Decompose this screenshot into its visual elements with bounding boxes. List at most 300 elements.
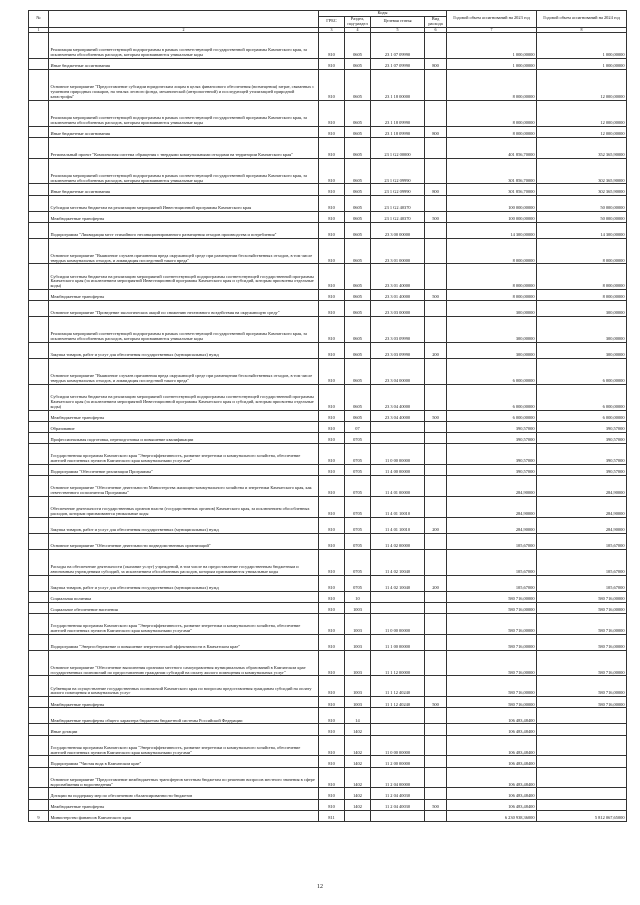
target-code: 11 1 12 00000 [371,650,425,676]
section-code: 0605 [345,158,371,184]
row-number [29,33,49,59]
amount-2023: 390,57000 [447,444,537,465]
row-number [29,549,49,575]
amount-2023: 301 856,70000 [447,158,537,184]
amount-2023: 300,00000 [447,301,537,317]
amount-2023: 390,57000 [447,464,537,475]
amount-2023: 580 716,00000 [447,634,537,650]
row-number [29,476,49,497]
table-row [29,634,627,650]
amount-2024: 1 000,00000 [537,59,627,70]
amount-2024: 105,67000 [537,533,627,549]
expense-kind-code [425,238,447,264]
row-number [29,384,49,410]
expense-name: Межбюджетные трансферты общего характера бюджетам бюджетной системы Российской Федерации [49,708,319,724]
amount-2024 [537,767,627,788]
row-number [29,264,49,290]
row-number [29,767,49,788]
col-num: 8 [537,27,627,33]
section-code: 0605 [345,126,371,137]
amount-2023: 580 716,00000 [447,676,537,697]
section-code: 0605 [345,70,371,101]
grbs-code: 810 [319,708,345,724]
table-row [29,724,627,735]
section-code: 1003 [345,613,371,634]
expense-name: Основное мероприятие "Обеспечение деятельности подведомственных организаций" [49,533,319,549]
grbs-code: 810 [319,799,345,810]
target-code: 23 1 18 00000 [371,70,425,101]
grbs-code: 810 [319,59,345,70]
amount-2023: 580 716,00000 [447,613,537,634]
expense-name: Государственная программа Камчатского края "Энергоэффективность, развитие энергетики и коммунального хозяйства, обеспечение жителей населенных пунктов Камчатского края коммунальными услугами" [49,735,319,756]
grbs-code: 810 [319,184,345,195]
amount-2024: 390,57000 [537,432,627,443]
row-number [29,184,49,195]
expense-kind-code [425,756,447,767]
row-number [29,222,49,238]
amount-2023: 284,90000 [447,496,537,517]
amount-2024: 14 300,00000 [537,222,627,238]
row-number [29,100,49,126]
expense-name: Реализация мероприятий соответствующей подпрограммы в рамках соответствующей государственной программы Камчатского края, за исключением обособленных расходов, которым присваиваются уникальные коды [49,317,319,343]
amount-2023: 106 483,48400 [447,767,537,788]
target-code [371,432,425,443]
grbs-code: 810 [319,301,345,317]
table-row [29,549,627,575]
section-code: 1402 [345,788,371,799]
amount-2024: 580 716,00000 [537,613,627,634]
section-code: 0605 [345,290,371,301]
expense-name: Министерство финансов Камчатского края [49,810,319,821]
header-no: № [29,11,49,28]
amount-2023: 8 000,00000 [447,126,537,137]
amount-2024: 302 365,90000 [537,158,627,184]
expense-kind-code [425,676,447,697]
target-code [371,724,425,735]
table-row [29,410,627,421]
budget-table [28,10,627,822]
expense-name: Основное мероприятие "Выявление случаев причинения вреда окружающей среде при размещении бесхозяйственных отходов, в том числе твердых коммунальных отходов, и ликвидация последствий такого вреда" [49,359,319,385]
amount-2023: 8 000,00000 [447,238,537,264]
amount-2023: 580 716,00000 [447,602,537,613]
row-number [29,359,49,385]
header-kind: Вид расхода [425,16,447,27]
expense-kind-code [425,496,447,517]
expense-name: Государственная программа Камчатского края "Энергоэффективность, развитие энергетики и коммунального хозяйства, обеспечение жителей населенных пунктов Камчатского края коммунальными услугами" [49,444,319,465]
row-number [29,137,49,158]
row-number [29,70,49,101]
section-code: 0705 [345,575,371,591]
target-code: 23 1 18 09990 [371,126,425,137]
expense-name: Основное мероприятие "Обеспечение выполнения органами местного самоуправления муниципальных образований в Камчатском крае государственных полномочий по предоставлению гражданам субсидий на оплату жилого помещения и коммунальных услуг" [49,650,319,676]
amount-2023: 580 716,00000 [447,591,537,602]
expense-kind-code [425,533,447,549]
amount-2024: 580 716,00000 [537,602,627,613]
expense-kind-code [425,33,447,59]
amount-2023: 105,67000 [447,549,537,575]
target-code: 11 4 02 00000 [371,533,425,549]
row-number [29,464,49,475]
expense-kind-code [425,767,447,788]
expense-kind-code [425,421,447,432]
target-code: 23 3 04 40000 [371,384,425,410]
table-row [29,184,627,195]
table-row [29,290,627,301]
amount-2024: 5 812 067,65000 [537,810,627,821]
table-row [29,359,627,385]
grbs-code: 810 [319,33,345,59]
grbs-code: 810 [319,476,345,497]
table-row [29,317,627,343]
expense-name: Субсидии местным бюджетам на реализацию мероприятий соответствующей подпрограммы соответствующей государственной программы Камчатского края (за исключением мероприятий Инвестиционной программы Камчатского края и субсидий, которым присвоены отдельные коды) [49,264,319,290]
amount-2023: 300,00000 [447,317,537,343]
row-number [29,432,49,443]
grbs-code: 810 [319,70,345,101]
amount-2024: 8 000,00000 [537,290,627,301]
expense-kind-code [425,788,447,799]
section-code: 1003 [345,697,371,708]
row-number [29,496,49,517]
amount-2023: 390,57000 [447,432,537,443]
expense-kind-code [425,359,447,385]
target-code: 23 3 01 40000 [371,264,425,290]
amount-2024: 105,67000 [537,575,627,591]
expense-kind-code [425,432,447,443]
row-number [29,591,49,602]
section-code: 1402 [345,756,371,767]
section-code: 0605 [345,359,371,385]
table-row [29,70,627,101]
target-code: 11 4 01 10010 [371,517,425,533]
amount-2023: 106 483,48400 [447,788,537,799]
target-code: 23 1 G2 00000 [371,137,425,158]
amount-2023: 284,90000 [447,517,537,533]
amount-2024: 302 365,90000 [537,184,627,195]
amount-2024: 580 716,00000 [537,676,627,697]
grbs-code: 810 [319,464,345,475]
col-num: 4 [345,27,371,33]
section-code [345,810,371,821]
table-row [29,613,627,634]
amount-2024: 352 365,90000 [537,137,627,158]
amount-2023: 8 000,00000 [447,100,537,126]
expense-name: Образование [49,421,319,432]
amount-2024: 12 000,00000 [537,70,627,101]
expense-name: Субсидии местным бюджетам на реализацию мероприятий соответствующей подпрограммы соответствующей государственной программы Камчатского края (за исключением мероприятий Инвестиционной программы Камчатского края и субсидий, которым присвоены отдельные коды) [49,384,319,410]
amount-2023: 284,90000 [447,476,537,497]
section-code: 0705 [345,464,371,475]
row-number [29,444,49,465]
expense-name: Подпрограмма "Энергосбережение и повышение энергетической эффективности в Камчатском крае" [49,634,319,650]
target-code: 11 0 00 00000 [371,613,425,634]
row-number [29,517,49,533]
row-number [29,410,49,421]
amount-2024: 390,57000 [537,421,627,432]
table-row [29,222,627,238]
expense-name: Основное мероприятие "Предоставление межбюджетных трансфертов местным бюджетам по решению вопросов местного значения в сфере водоснабжения и водоотведения" [49,767,319,788]
row-number [29,724,49,735]
amount-2024: 390,57000 [537,444,627,465]
amount-2024 [537,756,627,767]
expense-name: Дотации на поддержку мер по обеспечению сбалансированности бюджетов [49,788,319,799]
expense-kind-code [425,650,447,676]
expense-kind-code [425,137,447,158]
table-row [29,384,627,410]
table-row [29,676,627,697]
section-code: 0605 [345,33,371,59]
section-code: 0605 [345,211,371,222]
amount-2024: 284,90000 [537,496,627,517]
expense-kind-code [425,100,447,126]
grbs-code: 810 [319,317,345,343]
table-row [29,735,627,756]
expense-name: Иные бюджетные ассигнования [49,184,319,195]
section-code: 10 [345,591,371,602]
grbs-code: 810 [319,444,345,465]
amount-2023: 14 300,00000 [447,222,537,238]
target-code [371,708,425,724]
table-row [29,195,627,211]
expense-name: Субвенции на осуществление государственных полномочий Камчатского края по вопросам предоставления гражданам субсидий на оплату жилого помещения и коммунальных услуг [49,676,319,697]
target-code: 11 2 04 40030 [371,788,425,799]
grbs-code: 810 [319,359,345,385]
amount-2024: 50 000,00000 [537,211,627,222]
amount-2023: 6 000,00000 [447,384,537,410]
expense-kind-code [425,634,447,650]
section-code: 1402 [345,735,371,756]
target-code: 23 1 18 09990 [371,100,425,126]
row-number [29,211,49,222]
row-number [29,634,49,650]
row-number [29,317,49,343]
expense-kind-code [425,591,447,602]
target-code [371,810,425,821]
amount-2024: 580 716,00000 [537,634,627,650]
section-code: 0605 [345,184,371,195]
row-number [29,735,49,756]
grbs-code: 810 [319,533,345,549]
col-num: 3 [319,27,345,33]
grbs-code: 810 [319,602,345,613]
expense-name: Межбюджетные трансферты [49,211,319,222]
amount-2023: 100 000,00000 [447,195,537,211]
row-number [29,195,49,211]
section-code: 0705 [345,517,371,533]
grbs-code: 810 [319,384,345,410]
target-code: 23 3 03 09990 [371,317,425,343]
section-code: 0605 [345,317,371,343]
section-code: 1003 [345,650,371,676]
amount-2023: 8 000,00000 [447,264,537,290]
amount-2023: 390,57000 [447,421,537,432]
row-number [29,158,49,184]
table-row [29,517,627,533]
expense-name: Иные бюджетные ассигнования [49,126,319,137]
expense-kind-code [425,735,447,756]
section-code: 0705 [345,444,371,465]
target-code [371,591,425,602]
grbs-code: 810 [319,517,345,533]
header-2023: Годовой объем ассигнований на 2023 год [447,11,537,28]
expense-kind-code [425,444,447,465]
expense-name: Основное мероприятие "Выявление случаев причинения вреда окружающей среде при размещении бесхозяйственных отходов, в том числе твердых коммунальных отходов, и ликвидация последствий такого вреда" [49,238,319,264]
amount-2023: 401 856,70000 [447,137,537,158]
section-code: 0605 [345,410,371,421]
grbs-code: 810 [319,549,345,575]
header-codes: Коды [319,11,447,17]
amount-2023: 106 483,48400 [447,708,537,724]
expense-kind-code [425,613,447,634]
grbs-code: 810 [319,650,345,676]
expense-name: Социальная политика [49,591,319,602]
table-row [29,444,627,465]
section-code: 0605 [345,137,371,158]
expense-kind-code: 200 [425,343,447,359]
expense-name: Региональный проект "Комплексная система обращения с твердыми коммунальными отходами на территории Камчатского края" [49,137,319,158]
expense-kind-code [425,195,447,211]
amount-2024: 300,00000 [537,301,627,317]
grbs-code: 810 [319,126,345,137]
expense-name: Социальное обеспечение населения [49,602,319,613]
expense-name: Межбюджетные трансферты [49,410,319,421]
header-section: Раздел, под-раздел [345,16,371,27]
table-body [29,33,627,821]
amount-2023: 301 856,70000 [447,184,537,195]
amount-2024: 12 000,00000 [537,126,627,137]
grbs-code: 810 [319,290,345,301]
grbs-code: 810 [319,697,345,708]
amount-2024: 50 000,00000 [537,195,627,211]
expense-kind-code [425,70,447,101]
table-row [29,432,627,443]
amount-2024 [537,724,627,735]
expense-name: Межбюджетные трансферты [49,799,319,810]
target-code: 11 1 00 00000 [371,634,425,650]
expense-name: Основное мероприятие "Обеспечение деятельности Министерства жилищно-коммунального хозяйства и энергетики Камчатского края, как ответственного исполнителя Программы" [49,476,319,497]
row-number [29,533,49,549]
amount-2023: 6 000,00000 [447,359,537,385]
expense-kind-code [425,602,447,613]
amount-2024 [537,788,627,799]
expense-kind-code [425,724,447,735]
row-number [29,238,49,264]
expense-kind-code: 500 [425,697,447,708]
grbs-code: 810 [319,238,345,264]
table-row [29,708,627,724]
table-row [29,602,627,613]
grbs-code: 810 [319,788,345,799]
table-row [29,264,627,290]
expense-kind-code [425,222,447,238]
table-row [29,421,627,432]
expense-name: Обеспечение деятельности государственных органов власти (государственных органов) Камчатского края, за исключением обособленных расходов, которым присваиваются уникальные коды [49,496,319,517]
expense-name: Межбюджетные трансферты [49,290,319,301]
amount-2024: 12 000,00000 [537,100,627,126]
row-number [29,290,49,301]
expense-kind-code [425,301,447,317]
expense-kind-code: 800 [425,126,447,137]
target-code: 23 3 00 00000 [371,222,425,238]
amount-2024: 6 000,00000 [537,410,627,421]
grbs-code: 810 [319,137,345,158]
grbs-code: 810 [319,100,345,126]
section-code: 0605 [345,195,371,211]
expense-name: Закупка товаров, работ и услуг для обеспечения государственных (муниципальных) нужд [49,575,319,591]
grbs-code: 810 [319,591,345,602]
section-code: 1003 [345,634,371,650]
target-code: 23 1 G2 09990 [371,158,425,184]
target-code: 11 4 02 10040 [371,549,425,575]
amount-2024: 300,00000 [537,343,627,359]
expense-kind-code [425,464,447,475]
amount-2023: 100 000,00000 [447,211,537,222]
table-row [29,810,627,821]
row-number [29,697,49,708]
amount-2023: 580 716,00000 [447,650,537,676]
row-number [29,799,49,810]
expense-name: Подпрограмма "Ликвидация мест стихийного несанкционированного размещения отходов производства и потребления" [49,222,319,238]
amount-2024 [537,735,627,756]
expense-kind-code [425,158,447,184]
target-code [371,602,425,613]
amount-2024: 6 000,00000 [537,359,627,385]
target-code: 23 1 07 09990 [371,33,425,59]
section-code: 1003 [345,602,371,613]
amount-2024 [537,799,627,810]
amount-2023: 106 483,48400 [447,735,537,756]
amount-2024: 580 716,00000 [537,650,627,676]
amount-2023: 1 000,00000 [447,33,537,59]
target-code: 23 3 03 09990 [371,343,425,359]
table-row [29,767,627,788]
expense-name: Закупка товаров, работ и услуг для обеспечения государственных (муниципальных) нужд [49,343,319,359]
grbs-code: 810 [319,222,345,238]
header-name [49,11,319,28]
amount-2024: 390,57000 [537,464,627,475]
col-num: 7 [447,27,537,33]
section-code: 0605 [345,238,371,264]
section-code: 1402 [345,799,371,810]
row-number [29,59,49,70]
grbs-code: 810 [319,613,345,634]
target-code: 11 1 12 40240 [371,676,425,697]
target-code: 11 4 01 00000 [371,476,425,497]
grbs-code: 810 [319,575,345,591]
expense-name: Реализация мероприятий соответствующей подпрограммы в рамках соответствующей государственной программы Камчатского края, за исключением обособленных расходов, которым присваиваются уникальные коды [49,158,319,184]
target-code: 11 2 04 00000 [371,767,425,788]
amount-2023: 8 000,00000 [447,70,537,101]
table-row [29,33,627,59]
amount-2023: 105,67000 [447,533,537,549]
section-code: 0705 [345,496,371,517]
header-target: Целевая статья [371,16,425,27]
section-code: 0705 [345,549,371,575]
target-code: 23 1 G2 40370 [371,195,425,211]
target-code: 11 2 04 40030 [371,799,425,810]
row-number [29,602,49,613]
expense-kind-code [425,317,447,343]
amount-2024: 6 000,00000 [537,384,627,410]
amount-2024: 105,67000 [537,549,627,575]
expense-kind-code: 500 [425,410,447,421]
amount-2023: 6 000,00000 [447,410,537,421]
amount-2024: 300,00000 [537,317,627,343]
section-code: 0705 [345,432,371,443]
target-code: 11 4 01 10010 [371,496,425,517]
amount-2023: 8 000,00000 [447,290,537,301]
expense-name: Основное мероприятие "Предоставление субсидии юридическим лицам в целях финансового обеспечения (возмещения) затрат, связанных с тушением природных пожаров, на землях лесного фонда, механической (антропогенной) и последующей утилизацией природной катастрофы" [49,70,319,101]
grbs-code: 810 [319,343,345,359]
